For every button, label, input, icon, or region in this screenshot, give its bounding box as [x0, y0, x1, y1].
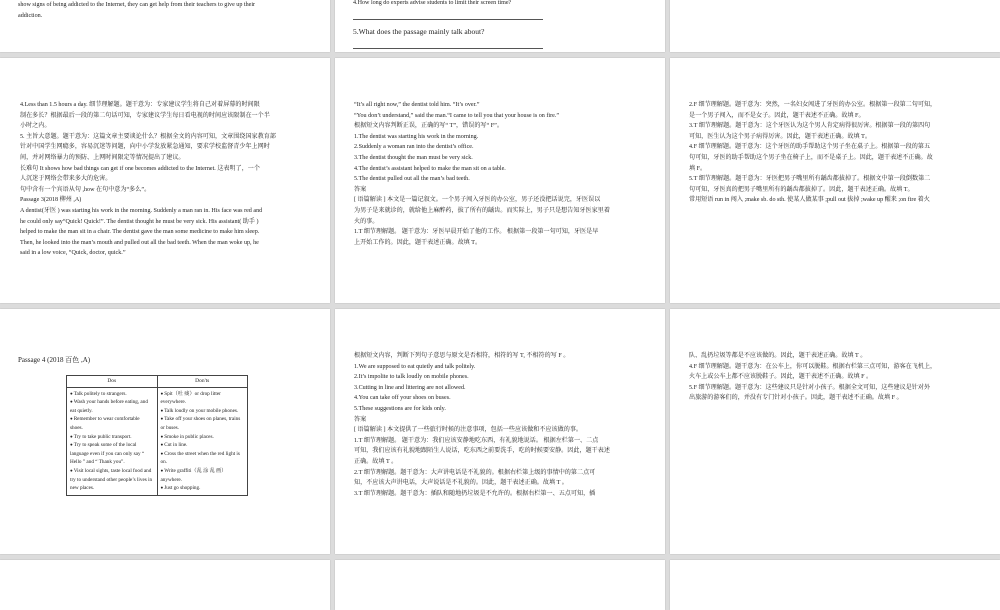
text-line: 句可知，牙医的助手帮助这个男子坐在椅子上，而不是桌子上。因此，题干表述不正确。故: [689, 154, 933, 161]
list-item: ● Try to speak some of the local language even if you can only say “ Hello ” and “ Thank you”.: [70, 441, 154, 467]
page-next-left: [0, 560, 330, 610]
dos-header: Dos: [67, 376, 158, 388]
list-item: ● Cut in line.: [161, 441, 245, 450]
list-item: ● Talk politely to strangers.: [70, 390, 154, 399]
text-line: 填 F。: [689, 165, 707, 172]
text-line: [ 语篇解读 ] 本文是一篇记叙文。一个男子闯入牙医的办公室，男子还没把话说完，牙医误以: [354, 197, 601, 204]
text-line: said in a low voice, “Quick, doctor, quick.”: [20, 250, 126, 257]
statement: 2.Suddenly a woman ran into the dentist’s office.: [354, 144, 474, 151]
statement: 1.We are supposed to eat quietly and talk politely.: [354, 363, 476, 370]
page-top-left: [0, 0, 330, 52]
text-block: [689, 100, 994, 206]
text-line: 是一个男子闯入，而不是女子。因此，题干表述不正确。故填 F。: [689, 112, 865, 119]
list-item: ● Just go shopping.: [161, 484, 245, 493]
list-item: ● Smoke in public places.: [161, 433, 245, 442]
text-block: [20, 100, 320, 259]
page-bot-middle: [335, 309, 665, 554]
statement: 5.These suggestions are for kids only.: [354, 405, 446, 412]
text-line: 5.F 细节理解题。题干意为：这些建议只是针对小孩子。根据全文可知，这些建议是针对外: [689, 384, 931, 391]
passage-title: Passage 4 (2018 百色 ,A): [18, 356, 91, 364]
text-line: 上开始工作的。因此，题干表述正确。故填 T。: [354, 239, 482, 246]
donts-header: Don'ts: [157, 376, 248, 388]
page-bot-left: [0, 309, 330, 554]
text-line: “You don’t understand,” said the man.“I came to tell you that your house is on fire.”: [354, 112, 560, 119]
text-line: 5.T 细节理解题。题干意为：牙医把男子嘴里所有龋齿都拔掉了。根据文中第一段倒数第二: [689, 176, 931, 183]
page-mid-middle: [335, 58, 665, 303]
list-item: ● Visit local sights, taste local food and try to understand other people’s lives in new places.: [70, 467, 154, 493]
text-line: 常用短语 run in 闯入 ;make sb. do sth. 使某人做某事 ;pull out 拔掉 ;wake up 醒来 ;on fire 着火: [689, 197, 930, 204]
list-item: ● Remember to wear comfortable shoes.: [70, 415, 154, 432]
question-5: 5.What does the passage mainly talk about?: [353, 27, 485, 36]
statement: 2.It’s impolite to talk loudly on mobile phones.: [354, 374, 469, 381]
text-line: [ 语篇解读 ] 本文提供了一些旅行时候的注意事项，包括一些应该做和不应该做的事。: [354, 427, 583, 434]
text-line: 可知，我们应该有礼貌地跟陌生人说话，吃东西之前要洗手，吃的时候要安静。因此，题干表述: [354, 448, 610, 455]
text-block: [689, 351, 994, 404]
text-line: 针对中国学生网瘾多，容易沉迷等问题，向中小学发放紧急通知，要求学校监督青少年上网时: [20, 144, 270, 151]
statement: 5.The dentist pulled out all the man’s bad teeth.: [354, 176, 470, 183]
text-line: 间，并对网络暴力的预防、上网时间限定等情况提出了建议。: [20, 154, 185, 161]
statement: 4.The dentist’s assistant helped to make the man sit on a table.: [354, 165, 506, 172]
list-item: ● Talk loudly on your mobile phones.: [161, 407, 245, 416]
text-line: 4.F 细节理解题。题干意为：这个牙医的助手帮助这个男子坐在桌子上。根据第一段的第五: [689, 144, 931, 151]
dos-donts-table: [66, 375, 248, 496]
text-line: A dentist(牙医 ) was starting his work in the morning. Suddenly a man ran in. His face was red and: [20, 207, 263, 214]
text-line: 2.T 细节理解题。题干意为：大声讲电话是不礼貌的。根据右栏第上级的事情中的第二点可: [354, 469, 596, 476]
question-4: 4.How long do experts advise students to limit their screen time?: [353, 0, 512, 6]
passage-title: Passage 3(2018 柳州 ,A): [20, 197, 82, 204]
text-line: 可知，医生认为这个男子病得厉害。因此，题干表述正确。故填 T。: [689, 133, 871, 140]
text-line: 4.F 细节理解题。题干意为：在公车上，你可以脱鞋。根据右栏第三点可知，游客在飞机上，: [689, 363, 937, 370]
page-bot-right: [670, 309, 1000, 554]
text-line: 小时之内。: [20, 123, 51, 130]
page-mid-left: [0, 58, 330, 303]
page-next-right: [670, 560, 1000, 610]
text-line: addiction.: [18, 12, 43, 19]
page-next-middle: [335, 560, 665, 610]
list-item: ● Spit（吐 痰）or drop litter everywhere.: [161, 390, 245, 407]
text-line: 5. 主旨大意题。题干意为：这篇文章主要谈论什么？根据全文的内容可知，文章围绕国家教育部: [20, 133, 276, 140]
list-item: ● Take off your shoes on planes, trains or buses.: [161, 415, 245, 432]
text-line: Then, he looked into the man’s mouth and pulled out all the bad teeth. When the man woke up, he: [20, 239, 259, 246]
text-block: [18, 0, 255, 21]
text-line: helped to make the man sit in a chair. The dentist gave the man some medicine to make him sleep.: [20, 229, 260, 236]
text-line: 1.T 细节理解题。 题干意为：我们应该安静地吃东西，有礼貌地说话。 根据左栏第一、二点: [354, 437, 599, 444]
question-block: [353, 0, 543, 49]
text-line: 句中含有一个宾语从句 ,how 在句中意为“多么”。: [20, 186, 151, 193]
text-line: 知，不应该大声讲电话，大声说话是不礼貌的。因此，题干表述正确。故填 T 。: [354, 480, 568, 487]
text-line: 句可知，牙医真的把男子嘴里所有的龋齿都拔掉了。因此，题干表述正确。故填 T。: [689, 186, 914, 193]
text-line: 正确。故填 T 。: [354, 458, 398, 465]
statement: 1.The dentist was starting his work in the morning.: [354, 133, 479, 140]
statement: 3.Cutting in line and littering are not allowed.: [354, 384, 466, 391]
answer-line: [353, 11, 543, 20]
answer-line: [353, 40, 543, 49]
statement: 4.You can take off your shoes on buses.: [354, 395, 451, 402]
answer-heading: 答案: [354, 416, 367, 423]
text-line: “It’s all right now,” the dentist told him. “It’s over.”: [354, 102, 480, 108]
page-top-middle: [335, 0, 665, 52]
page-mid-right: [670, 58, 1000, 303]
list-item: ● Wash your hands before eating, and eat quietly.: [70, 398, 154, 415]
text-line: 根据短文内容，判断下列句子意思与原文是否相符，相符的写 T, 不相符的写 F 。: [354, 353, 570, 359]
list-item: ● Try to take public transport.: [70, 433, 154, 442]
dos-cell: [67, 387, 158, 495]
list-item: ● Cross the street when the red light is on.: [161, 450, 245, 467]
text-line: 为男子是来就诊的，就给他上麻醉药，拔了所有的龋齿。而实际上，男子只是想告知牙医家里着: [354, 207, 610, 214]
text-line: 4.Less than 1.5 hours a day. 细节理解题。题干意为：专家建议学生将自己对着屏幕的时间限: [20, 102, 260, 108]
text-line: 3.T 细节理解题。题干意为：插队和随地扔垃圾是不允许的。根据右栏第一、五点可知，插: [354, 490, 596, 497]
text-line: 3.T 细节理解题。题干意为：这个牙医认为这个男人肯定病得很厉害。根据第一段的第四句: [689, 123, 931, 130]
text-block: [354, 100, 659, 248]
text-line: 火的事。: [354, 218, 379, 225]
text-line: 出旅游的游客们的，并没有专门针对小孩子。因此，题干表述不正确。故填 F 。: [689, 395, 903, 402]
text-line: 2.F 细节理解题。题干意为：突然，一名妇女闯进了牙医的办公室。根据第一段第二句可知，: [689, 102, 937, 108]
answer-heading: 答案: [354, 186, 367, 193]
text-line: 长难句 It shows how bad things can get if one becomes addicted to the Internet. 这表明了，一个: [20, 165, 260, 172]
text-line: 制在多长？根据最后一段的第二句话可知，专家建议学生每日看电视的时间应该限制在一个半: [20, 112, 270, 119]
text-line: 1.T 细节理解题。 题干意为：牙医早晨开始了他的工作。 根据第一段第一句可知，牙医是早: [354, 229, 599, 236]
list-item: ● Write graffiti（乱 涂 乱 画）anywhere.: [161, 467, 245, 484]
text-line: 火车上或公车上都不应该脱鞋子。因此，题干表述不正确。故填 F 。: [689, 374, 873, 381]
donts-cell: [157, 387, 248, 495]
page-top-right: [670, 0, 1000, 52]
text-line: 队、乱扔垃圾等都是不应该做的。因此，题干表述正确。故填 T 。: [689, 353, 867, 359]
text-line: 根据短文内容判断正误，正确的写“ T”，错误的写“ F”。: [354, 123, 503, 130]
text-line: he could only say“Quick! Quick!”. The dentist thought he must be very sick. His assistant( 助手 ): [20, 218, 259, 225]
text-block: [354, 351, 659, 499]
text-line: 人沉迷于网络会带来多大的危害。: [20, 176, 112, 183]
statement: 3.The dentist thought the man must be very sick.: [354, 154, 473, 161]
text-line: show signs of being addicted to the Internet, they can get help from their teachers to give up their: [18, 2, 256, 8]
